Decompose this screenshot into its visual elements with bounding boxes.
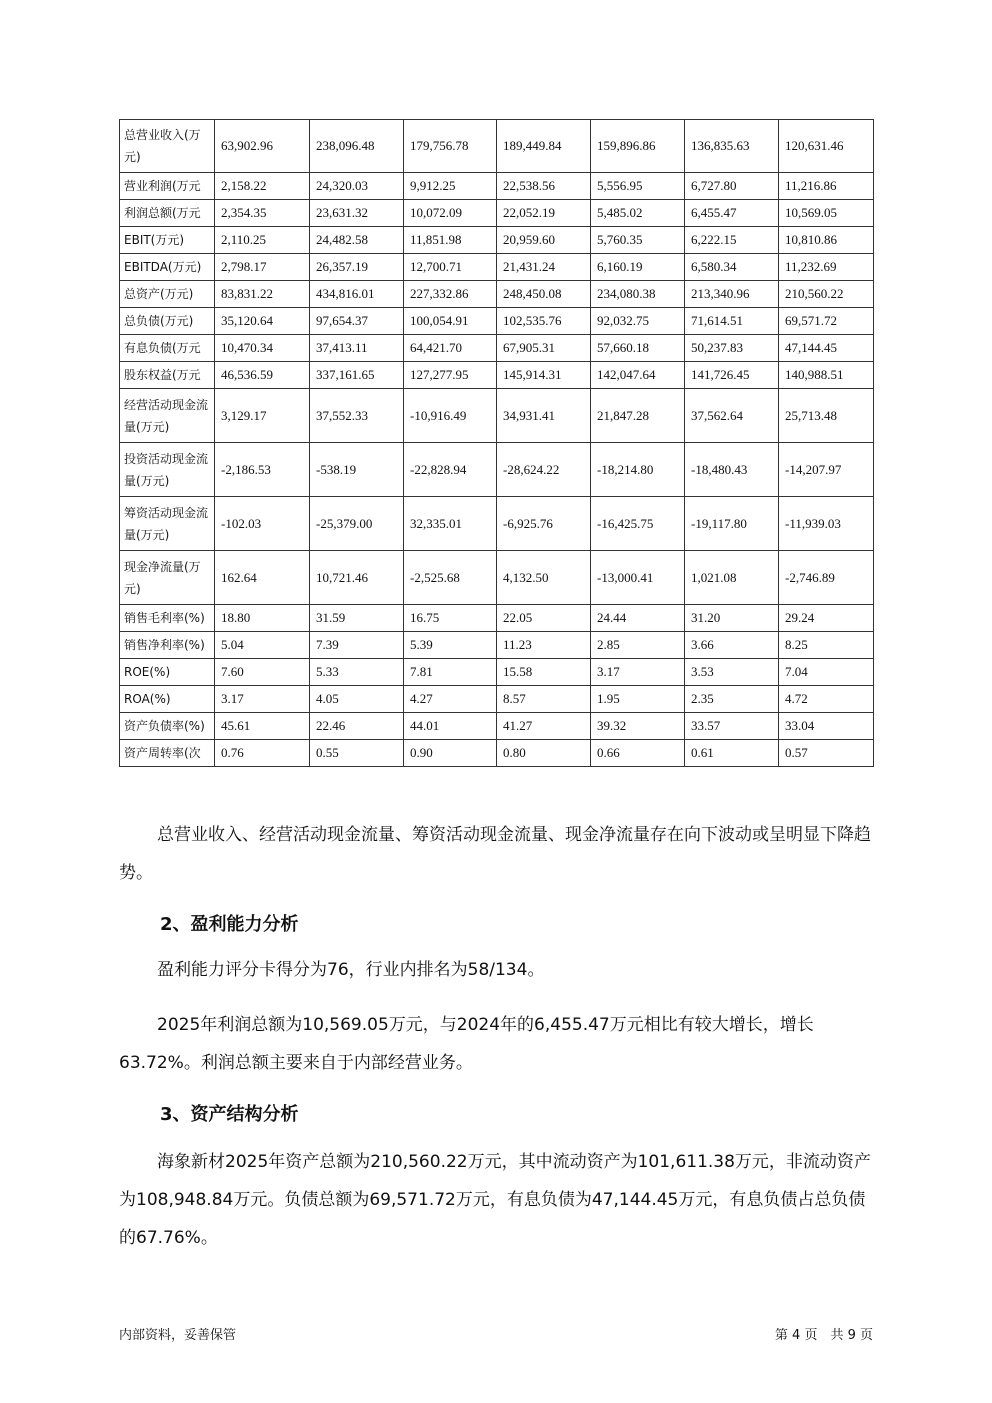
table-cell: 22,052.19 xyxy=(497,200,591,227)
table-cell: -22,828.94 xyxy=(404,443,497,497)
table-cell: 45.61 xyxy=(215,713,310,740)
table-cell: -13,000.41 xyxy=(591,551,685,605)
table-cell: 248,450.08 xyxy=(497,281,591,308)
table-cell: 2,798.17 xyxy=(215,254,310,281)
table-cell: 46,536.59 xyxy=(215,362,310,389)
table-cell: 2.35 xyxy=(685,686,779,713)
table-row xyxy=(120,389,874,443)
table-cell: 92,032.75 xyxy=(591,308,685,335)
table-cell: 37,562.64 xyxy=(685,389,779,443)
table-cell: 21,431.24 xyxy=(497,254,591,281)
table-cell: 39.32 xyxy=(591,713,685,740)
table-row xyxy=(120,308,874,335)
table-cell: 5,485.02 xyxy=(591,200,685,227)
table-cell: 10,470.34 xyxy=(215,335,310,362)
table-cell: 29.24 xyxy=(779,605,874,632)
table-cell: 142,047.64 xyxy=(591,362,685,389)
row-label: 营业利润(万元 xyxy=(120,173,215,200)
table-cell: 32,335.01 xyxy=(404,497,497,551)
table-row xyxy=(120,551,874,605)
table-cell: 5,760.35 xyxy=(591,227,685,254)
row-label: 总负债(万元) xyxy=(120,308,215,335)
table-cell: -19,117.80 xyxy=(685,497,779,551)
table-cell: 33.57 xyxy=(685,713,779,740)
table-cell: 159,896.86 xyxy=(591,120,685,173)
table-cell: -2,186.53 xyxy=(215,443,310,497)
table-cell: 11,851.98 xyxy=(404,227,497,254)
table-cell: 31.59 xyxy=(310,605,404,632)
table-cell: 22,538.56 xyxy=(497,173,591,200)
table-cell: 18.80 xyxy=(215,605,310,632)
table-row xyxy=(120,497,874,551)
table-cell: 63,902.96 xyxy=(215,120,310,173)
table-cell: 337,161.65 xyxy=(310,362,404,389)
table-cell: 0.57 xyxy=(779,740,874,767)
table-cell: -2,746.89 xyxy=(779,551,874,605)
table-cell: 127,277.95 xyxy=(404,362,497,389)
table-cell: 97,654.37 xyxy=(310,308,404,335)
table-cell: -28,624.22 xyxy=(497,443,591,497)
table-row xyxy=(120,254,874,281)
table-cell: 8.25 xyxy=(779,632,874,659)
table-cell: 10,810.86 xyxy=(779,227,874,254)
table-cell: 213,340.96 xyxy=(685,281,779,308)
table-cell: 31.20 xyxy=(685,605,779,632)
row-label: 筹资活动现金流量(万元) xyxy=(120,497,215,551)
table-cell: 67,905.31 xyxy=(497,335,591,362)
table-cell: 12,700.71 xyxy=(404,254,497,281)
table-cell: 33.04 xyxy=(779,713,874,740)
table-cell: 7.60 xyxy=(215,659,310,686)
table-cell: 7.04 xyxy=(779,659,874,686)
table-cell: 100,054.91 xyxy=(404,308,497,335)
table-cell: 6,455.47 xyxy=(685,200,779,227)
table-cell: -16,425.75 xyxy=(591,497,685,551)
table-cell: 6,580.34 xyxy=(685,254,779,281)
table-row xyxy=(120,227,874,254)
table-row xyxy=(120,740,874,767)
table-cell: 1,021.08 xyxy=(685,551,779,605)
table-row xyxy=(120,281,874,308)
table-cell: 5.04 xyxy=(215,632,310,659)
footer-page-number: 第 4 页 共 9 页 xyxy=(774,1328,873,1343)
table-cell: 8.57 xyxy=(497,686,591,713)
table-cell: 140,988.51 xyxy=(779,362,874,389)
table-cell: -10,916.49 xyxy=(404,389,497,443)
table-cell: 2,158.22 xyxy=(215,173,310,200)
table-cell: 37,552.33 xyxy=(310,389,404,443)
table-cell: 102,535.76 xyxy=(497,308,591,335)
table-cell: 3,129.17 xyxy=(215,389,310,443)
table-cell: 0.90 xyxy=(404,740,497,767)
paragraph-profit: 2025年利润总额为10,569.05万元，与2024年的6,455.47万元相比有较大增长，增长63.72%。利润总额主要来自于内部经营业务。 xyxy=(119,1015,814,1073)
row-label: 现金净流量(万元) xyxy=(120,551,215,605)
table-cell: 6,160.19 xyxy=(591,254,685,281)
table-cell: 10,072.09 xyxy=(404,200,497,227)
table-cell: 3.66 xyxy=(685,632,779,659)
table-cell: 179,756.78 xyxy=(404,120,497,173)
table-row xyxy=(120,120,874,173)
table-cell: 34,931.41 xyxy=(497,389,591,443)
table-cell: 41.27 xyxy=(497,713,591,740)
section-heading-asset-structure: 3、资产结构分析 xyxy=(160,1104,299,1125)
table-cell: 22.46 xyxy=(310,713,404,740)
table-cell: 23,631.32 xyxy=(310,200,404,227)
table-cell: -102.03 xyxy=(215,497,310,551)
table-cell: 234,080.38 xyxy=(591,281,685,308)
paragraph-trend: 总营业收入、经营活动现金流量、筹资活动现金流量、现金净流量存在向下波动或呈明显下降趋势。 xyxy=(119,825,871,883)
table-cell: -18,480.43 xyxy=(685,443,779,497)
table-cell: 0.55 xyxy=(310,740,404,767)
table-row xyxy=(120,335,874,362)
table-row xyxy=(120,605,874,632)
financial-table xyxy=(119,119,874,767)
table-row xyxy=(120,659,874,686)
table-cell: 4.27 xyxy=(404,686,497,713)
table-row xyxy=(120,713,874,740)
table-cell: 3.17 xyxy=(591,659,685,686)
table-row xyxy=(120,200,874,227)
table-cell: 162.64 xyxy=(215,551,310,605)
table-cell: 24,482.58 xyxy=(310,227,404,254)
table-cell: -25,379.00 xyxy=(310,497,404,551)
table-row xyxy=(120,686,874,713)
table-cell: 5.33 xyxy=(310,659,404,686)
table-cell: 227,332.86 xyxy=(404,281,497,308)
row-label: ROE(%) xyxy=(120,659,215,686)
table-cell: 24,320.03 xyxy=(310,173,404,200)
table-cell: 5,556.95 xyxy=(591,173,685,200)
paragraph-assets: 海象新材2025年资产总额为210,560.22万元，其中流动资产为101,611.38万元，非流动资产为108,948.84万元。负债总额为69,571.72万元，有息负债为47,144.45万元，有息负债占总负债的67.76%。 xyxy=(119,1152,871,1248)
table-cell: 15.58 xyxy=(497,659,591,686)
table-cell: 7.81 xyxy=(404,659,497,686)
table-cell: 0.61 xyxy=(685,740,779,767)
table-row xyxy=(120,362,874,389)
table-cell: 21,847.28 xyxy=(591,389,685,443)
row-label: ROA(%) xyxy=(120,686,215,713)
table-cell: 24.44 xyxy=(591,605,685,632)
table-cell: 210,560.22 xyxy=(779,281,874,308)
table-cell: 47,144.45 xyxy=(779,335,874,362)
table-cell: 11,232.69 xyxy=(779,254,874,281)
table-cell: 35,120.64 xyxy=(215,308,310,335)
table-cell: 22.05 xyxy=(497,605,591,632)
table-cell: 83,831.22 xyxy=(215,281,310,308)
table-row xyxy=(120,173,874,200)
table-cell: 10,721.46 xyxy=(310,551,404,605)
table-cell: 136,835.63 xyxy=(685,120,779,173)
table-cell: 2,110.25 xyxy=(215,227,310,254)
table-cell: 0.80 xyxy=(497,740,591,767)
table-cell: 16.75 xyxy=(404,605,497,632)
table-cell: 0.66 xyxy=(591,740,685,767)
table-cell: 0.76 xyxy=(215,740,310,767)
section-heading-profitability: 2、盈利能力分析 xyxy=(160,914,299,935)
table-cell: 25,713.48 xyxy=(779,389,874,443)
table-cell: 44.01 xyxy=(404,713,497,740)
row-label: 总资产(万元) xyxy=(120,281,215,308)
row-label: 经营活动现金流量(万元) xyxy=(120,389,215,443)
row-label: EBIT(万元) xyxy=(120,227,215,254)
table-cell: 7.39 xyxy=(310,632,404,659)
table-cell: 6,222.15 xyxy=(685,227,779,254)
table-cell: -2,525.68 xyxy=(404,551,497,605)
table-cell: 71,614.51 xyxy=(685,308,779,335)
table-cell: 2.85 xyxy=(591,632,685,659)
row-label: EBITDA(万元) xyxy=(120,254,215,281)
table-cell: 4,132.50 xyxy=(497,551,591,605)
table-cell: 141,726.45 xyxy=(685,362,779,389)
table-cell: 50,237.83 xyxy=(685,335,779,362)
table-cell: 11.23 xyxy=(497,632,591,659)
table-cell: 145,914.31 xyxy=(497,362,591,389)
table-cell: 3.17 xyxy=(215,686,310,713)
table-cell: 4.05 xyxy=(310,686,404,713)
table-cell: 2,354.35 xyxy=(215,200,310,227)
table-cell: 6,727.80 xyxy=(685,173,779,200)
row-label: 总营业收入(万元) xyxy=(120,120,215,173)
row-label: 资产周转率(次 xyxy=(120,740,215,767)
table-cell: -14,207.97 xyxy=(779,443,874,497)
table-cell: 434,816.01 xyxy=(310,281,404,308)
table-cell: 189,449.84 xyxy=(497,120,591,173)
table-cell: -11,939.03 xyxy=(779,497,874,551)
table-cell: 238,096.48 xyxy=(310,120,404,173)
table-row xyxy=(120,632,874,659)
footer-confidential: 内部资料，妥善保管 xyxy=(119,1328,237,1343)
table-row xyxy=(120,443,874,497)
table-cell: 1.95 xyxy=(591,686,685,713)
table-cell: 10,569.05 xyxy=(779,200,874,227)
row-label: 利润总额(万元 xyxy=(120,200,215,227)
row-label: 股东权益(万元 xyxy=(120,362,215,389)
table-cell: -18,214.80 xyxy=(591,443,685,497)
paragraph-score: 盈利能力评分卡得分为76，行业内排名为58/134。 xyxy=(157,960,545,980)
table-cell: 9,912.25 xyxy=(404,173,497,200)
table-cell: 20,959.60 xyxy=(497,227,591,254)
table-cell: -538.19 xyxy=(310,443,404,497)
table-cell: 57,660.18 xyxy=(591,335,685,362)
row-label: 投资活动现金流量(万元) xyxy=(120,443,215,497)
row-label: 资产负债率(%) xyxy=(120,713,215,740)
row-label: 销售净利率(%) xyxy=(120,632,215,659)
table-cell: -6,925.76 xyxy=(497,497,591,551)
table-cell: 37,413.11 xyxy=(310,335,404,362)
table-cell: 3.53 xyxy=(685,659,779,686)
table-cell: 11,216.86 xyxy=(779,173,874,200)
table-cell: 64,421.70 xyxy=(404,335,497,362)
table-cell: 120,631.46 xyxy=(779,120,874,173)
row-label: 销售毛利率(%) xyxy=(120,605,215,632)
table-cell: 4.72 xyxy=(779,686,874,713)
table-cell: 26,357.19 xyxy=(310,254,404,281)
row-label: 有息负债(万元 xyxy=(120,335,215,362)
table-cell: 5.39 xyxy=(404,632,497,659)
table-cell: 69,571.72 xyxy=(779,308,874,335)
